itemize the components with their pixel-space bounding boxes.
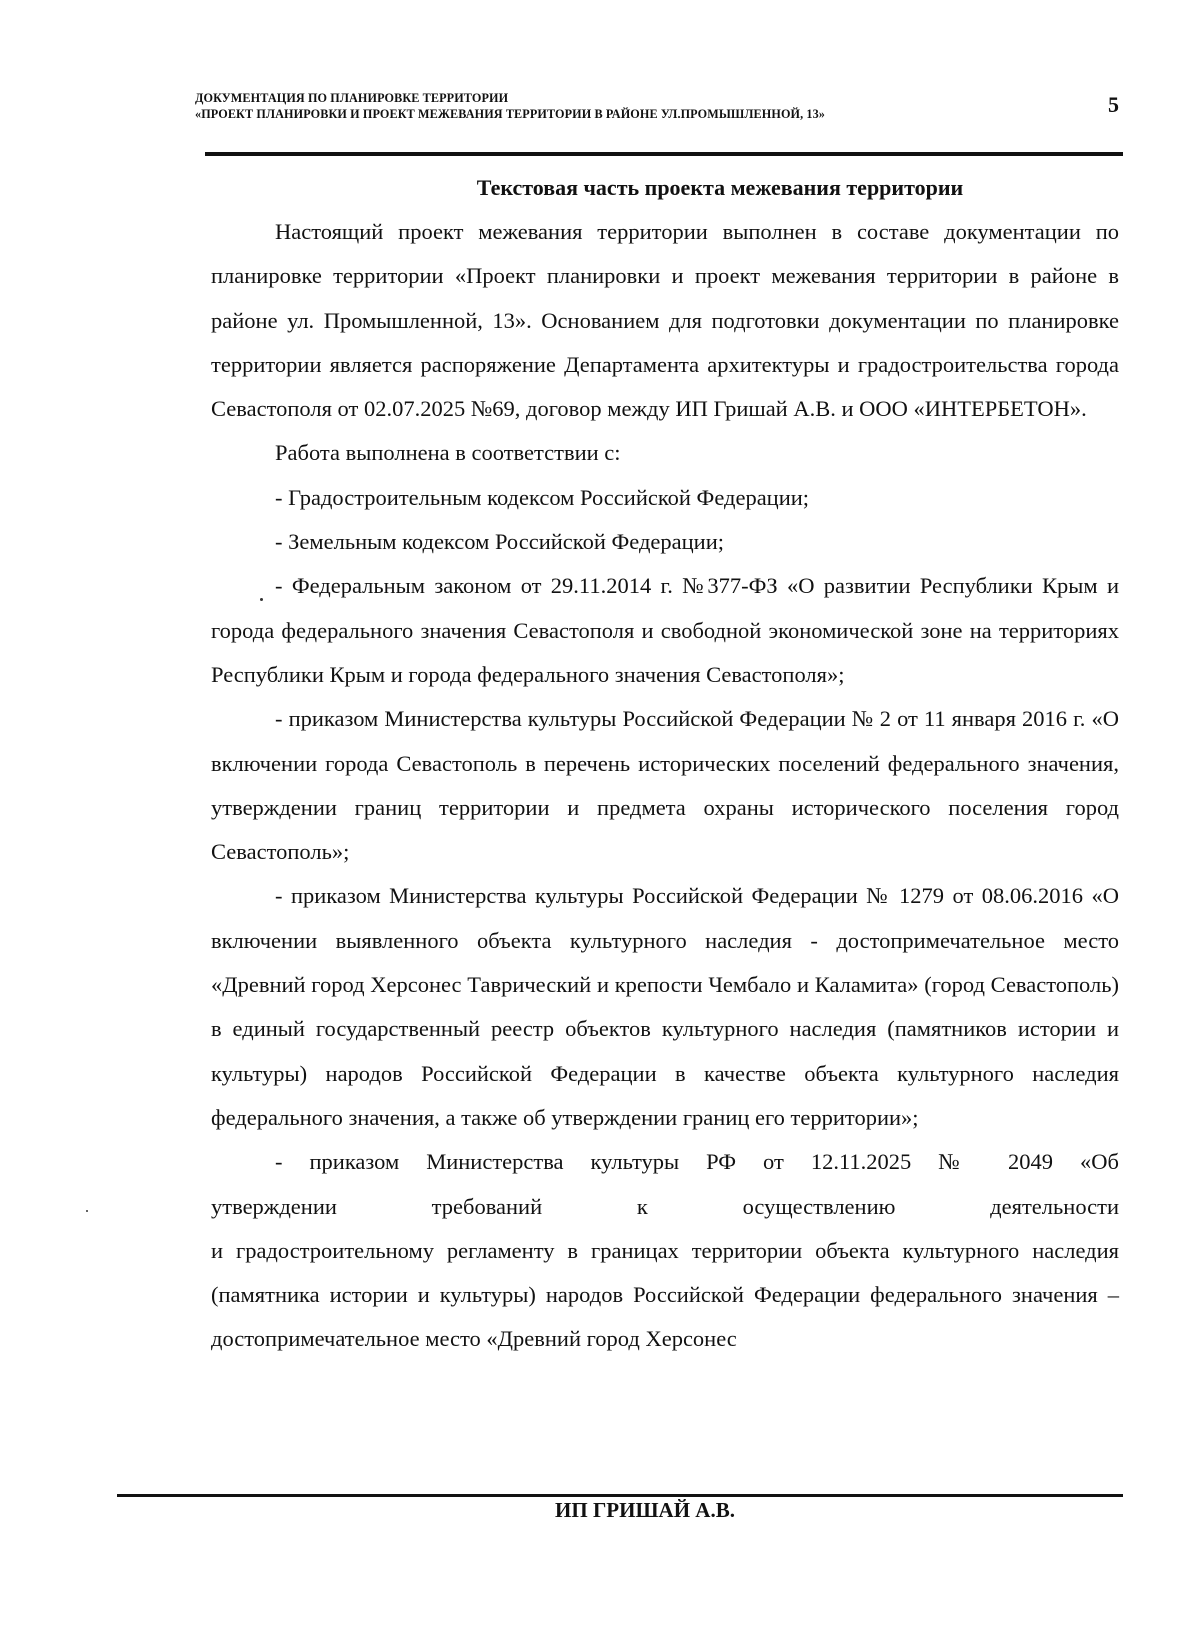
paragraph-intro: Настоящий проект межевания территории выполнен в составе документации по планировке территории «Проект планировки и проект межевания территории в районе в районе ул. Промышленной, 13». Основанием для подготовки документации по планировке территории является распоряжение Департамента архитектуры и градостроительства города Севастополя от 02.07.2025 №69, договор между ИП Гришай А.В. и ООО «ИНТЕРБЕТОН». [211,219,1119,422]
order-2049-line-1: - приказом Министерства культуры РФ от 12.11.2025 № 2049 «Об [275,1149,1119,1175]
header-divider [205,152,1123,156]
header-line-1: ДОКУМЕНТАЦИЯ ПО ПЛАНИРОВКЕ ТЕРРИТОРИИ [195,91,509,105]
document-header [195,90,1025,122]
paragraph-compliance-lead: Работа выполнена в соответствии с: [275,440,621,466]
scan-artifact [86,1210,88,1212]
list-item-land-code: - Земельным кодексом Российской Федерации; [275,529,725,555]
order-2049-line-2: утверждении требований к осуществлению деятельности [211,1193,1119,1219]
document-body [211,166,1119,1362]
list-item-federal-law-377: - Федеральным законом от 29.11.2014 г. №377-ФЗ «О развитии Республики Крым и города федерального значения Севастополя и свободной экономической зоне на территориях Республики Крым и города федерального значения Севастополя»; [211,573,1119,687]
page-number: 5 [1108,92,1119,117]
list-item-urban-code: - Градостроительным кодексом Российской Федерации; [275,484,810,510]
scan-artifact [260,598,263,601]
list-item-order-2049 [211,1140,1119,1361]
list-item-order-1279: - приказом Министерства культуры Российской Федерации № 1279 от 08.06.2016 «О включении выявленного объекта культурного наследия - достопримечательное место «Древний город Херсонес Таврический и крепости Чембало и Каламита» (город Севастополь) в единый государственный реестр объектов культурного наследия (памятников истории и культуры) народов Российской Федерации в качестве объекта культурного наследия федерального значения, а также об утверждении границ его территории»; [211,883,1119,1130]
document-footer: ИП ГРИШАЙ А.В. [555,1498,735,1522]
header-line-2: «ПРОЕКТ ПЛАНИРОВКИ И ПРОЕКТ МЕЖЕВАНИЯ ТЕРРИТОРИИ В РАЙОНЕ УЛ.ПРОМЫШЛЕННОЙ, 13» [195,107,825,121]
order-2049-rest: и градостроительному регламенту в границах территории объекта культурного наследия (памятника истории и культуры) народов Российской Федерации федерального значения – достопримечательное место «Древний город Херсонес [211,1237,1119,1352]
footer-divider [117,1494,1123,1497]
section-title: Текстовая часть проекта межевания территории [476,175,964,200]
list-item-order-2: - приказом Министерства культуры Российской Федерации № 2 от 11 января 2016 г. «О включении города Севастополь в перечень исторических поселений федерального значения, утверждении границ территории и предмета охраны исторического поселения город Севастополь»; [211,706,1119,865]
